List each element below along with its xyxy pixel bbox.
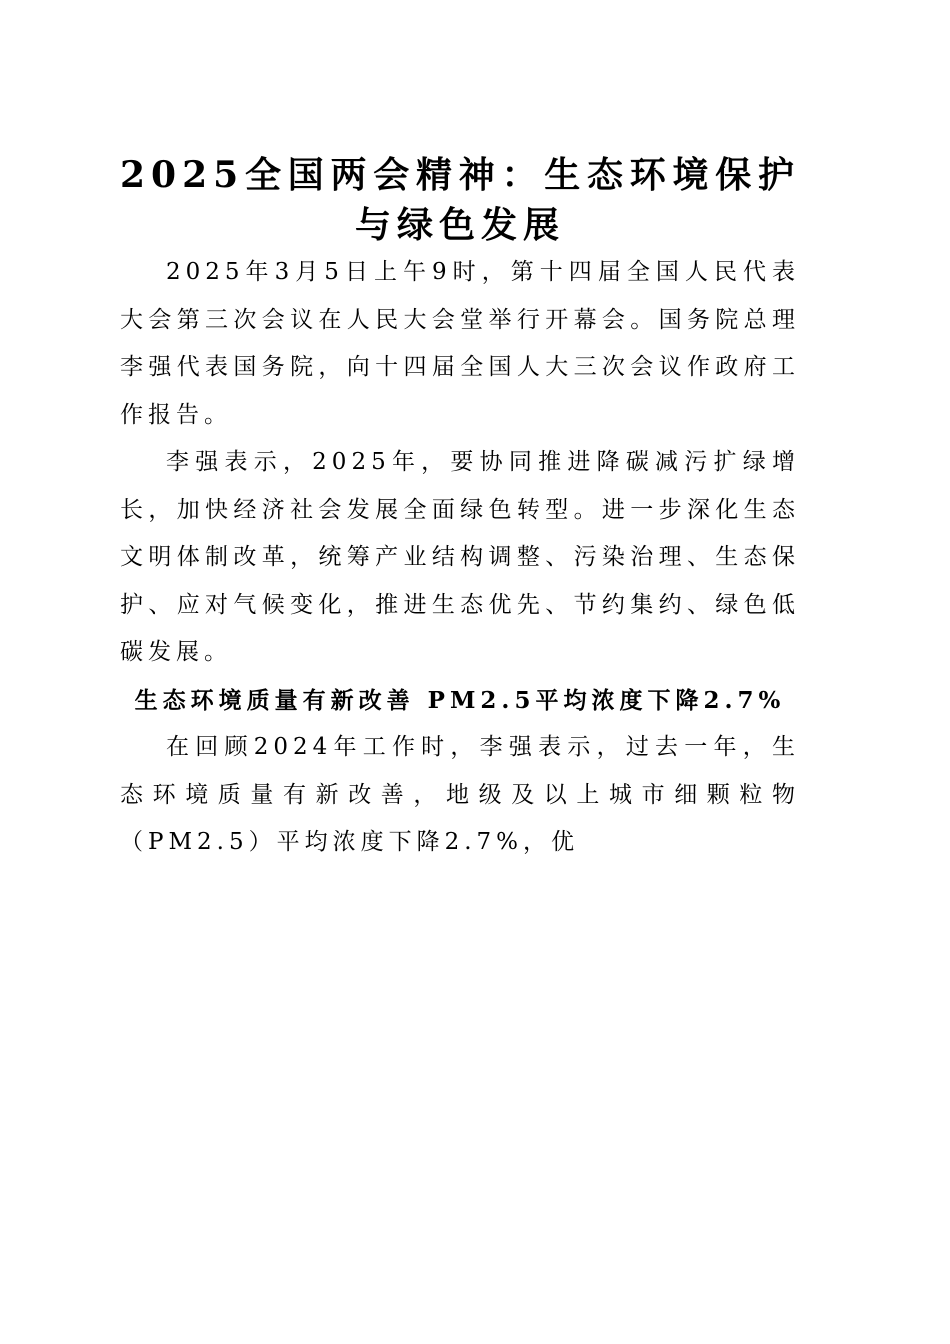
paragraph-green-development: 李强表示，2025年，要协同推进降碳减污扩绿增长，加快经济社会发展全面绿色转型。进一步深化生态文明体制改革，统筹产业结构调整、污染治理、生态保护、应对气候变化，推进生态优先、节约集约、绿色低碳发展。	[120, 449, 800, 665]
paragraph-review: 在回顾2024年工作时，李强表示，过去一年，生态环境质量有新改善，地级及以上城市细颗粒物（PM2.5）平均浓度下降2.7%，优	[120, 734, 800, 855]
document-page	[120, 150, 800, 867]
document-title: 2025全国两会精神：生态环境保护与绿色发展	[120, 154, 800, 246]
section-heading: 生态环境质量有新改善 PM2.5平均浓度下降2.7%	[134, 686, 786, 714]
paragraph-opening: 2025年3月5日上午9时，第十四届全国人民代表大会第三次会议在人民大会堂举行开幕会。国务院总理李强代表国务院，向十四届全国人大三次会议作政府工作报告。	[120, 259, 800, 428]
